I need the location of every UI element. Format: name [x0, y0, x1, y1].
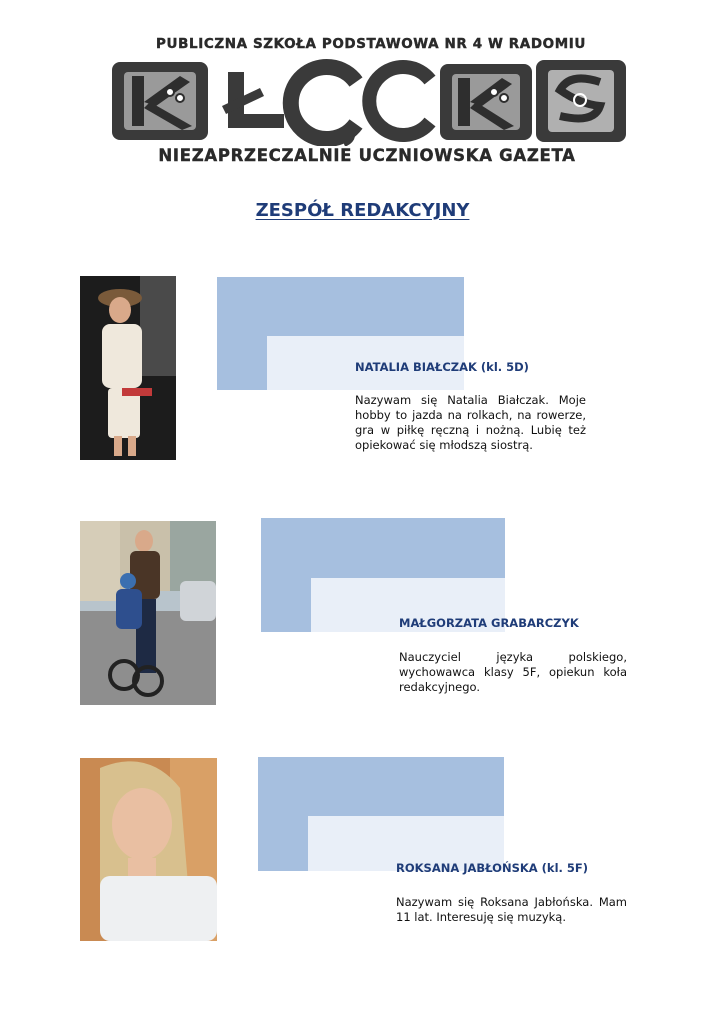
member-photo-malgorzata: [80, 521, 216, 705]
logo-letter-s: [536, 60, 626, 142]
logo-letter-k2: [440, 64, 532, 140]
member-name: ROKSANA JABŁOŃSKA (kl. 5F): [396, 861, 589, 875]
logo-letter-k1: [112, 62, 208, 140]
klecks-logo: [110, 52, 628, 146]
member-bio: Nazywam się Natalia Białczak. Moje hobby to jazda na rolkach, na rowerze, gra w piłkę ręczną i nożną. Lubię też opiekować się młodszą siostrą.: [355, 393, 586, 452]
logo-letter-c: [369, 67, 430, 135]
member-name: NATALIA BIAŁCZAK (kl. 5D): [355, 360, 529, 374]
page-title: ZESPÓŁ REDAKCYJNY: [255, 200, 470, 221]
logo-letter-l: [222, 72, 284, 128]
member-name: MAŁGORZATA GRABARCZYK: [399, 616, 579, 630]
school-name: PUBLICZNA SZKOŁA PODSTAWOWA NR 4 W RADOMIU: [156, 36, 586, 52]
member-photo-roksana: [80, 758, 217, 941]
newspaper-tagline: NIEZAPRZECZALNIE UCZNIOWSKA GAZETA: [158, 146, 576, 165]
member-bio: Nauczyciel języka polskiego, wychowawca klasy 5F, opiekun koła redakcyjnego.: [399, 650, 627, 694]
logo-letter-e: [291, 67, 356, 144]
member-bio: Nazywam się Roksana Jabłońska. Mam 11 lat. Interesuję się muzyką.: [396, 895, 627, 924]
member-photo-natalia: [80, 276, 176, 460]
